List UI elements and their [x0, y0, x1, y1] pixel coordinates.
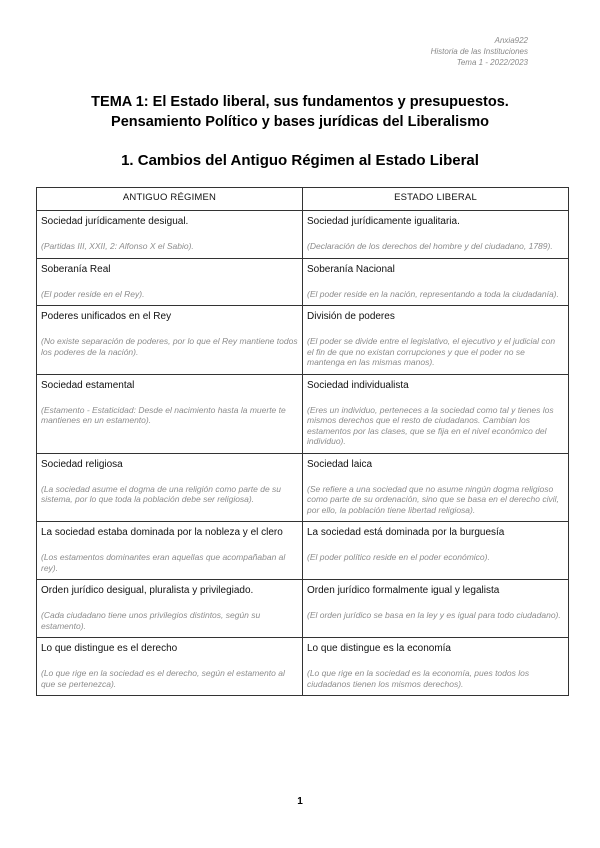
- table-header-row: [37, 188, 569, 211]
- header-course: Historia de las Instituciones: [430, 47, 528, 56]
- table-row: [37, 522, 569, 580]
- cell-estado-liberal: [303, 522, 569, 580]
- cell-note: (El poder reside en la nación, representando a toda la ciudadanía).: [307, 288, 559, 299]
- cell-estado-liberal: [303, 453, 569, 522]
- table-row: [37, 211, 569, 259]
- cell-main-text: Sociedad estamental: [41, 379, 135, 391]
- cell-main-text: Poderes unificados en el Rey: [41, 311, 172, 322]
- table-row: [37, 638, 569, 696]
- cell-main-text: Soberanía Real: [41, 263, 111, 275]
- cell-main-text: Lo que distingue es el derecho: [41, 643, 178, 654]
- cell-estado-liberal: [303, 638, 569, 696]
- column-header-estado-liberal: ESTADO LIBERAL: [303, 188, 569, 211]
- cell-note: (Se refiere a una sociedad que no asume ningún dogma religioso como parte de su ordenación, sino que se basa en el derecho civil, por ello, la población tiene libertad religiosa).: [307, 483, 559, 515]
- header-term: Tema 1 - 2022/2023: [456, 58, 528, 67]
- cell-antiguo-regimen: [37, 306, 303, 375]
- cell-note: (Estamento - Estaticidad: Desde el nacimiento hasta la muerte te mantienes en un estamento).: [41, 404, 286, 425]
- cell-main-text: Sociedad religiosa: [41, 458, 123, 470]
- cell-estado-liberal: [303, 374, 569, 453]
- cell-note: (Los estamentos dominantes eran aquellas que acompañaban al rey).: [41, 552, 286, 573]
- cell-main-text: Orden jurídico formalmente igual y legalista: [307, 585, 500, 596]
- cell-estado-liberal: [303, 258, 569, 306]
- document-title: [0, 92, 600, 132]
- cell-note: (La sociedad asume el dogma de una religión como parte de su sistema, por lo que toda la población debe ser religiosa).: [41, 483, 282, 504]
- cell-main-text: Soberanía Nacional: [307, 263, 395, 275]
- cell-note: (Lo que rige en la sociedad es la economía, pues todos los ciudadanos tienen los mismos derechos).: [307, 668, 530, 689]
- cell-note: (Eres un individuo, perteneces a la sociedad como tal y tienes los mismos derechos que el resto de ciudadanos. Cambian los estamentos por las clases, que se fija en el nivel económico del individuo).: [307, 404, 554, 446]
- cell-antiguo-regimen: [37, 453, 303, 522]
- cell-main-text: La sociedad está dominada por la burguesía: [307, 527, 505, 538]
- page-header: [431, 35, 528, 68]
- table-row: [37, 258, 569, 306]
- cell-note: (Declaración de los derechos del hombre y del ciudadano, 1789).: [307, 241, 553, 251]
- cell-estado-liberal: [303, 580, 569, 638]
- table-row: [37, 374, 569, 453]
- cell-note: (El poder político reside en el poder económico).: [307, 552, 490, 562]
- cell-note: (El orden jurídico se basa en la ley y es igual para todo ciudadano).: [307, 610, 561, 620]
- comparison-table: [36, 187, 569, 696]
- cell-main-text: La sociedad estaba dominada por la nobleza y el clero: [41, 527, 283, 538]
- cell-antiguo-regimen: [37, 258, 303, 306]
- cell-note: (El poder reside en el Rey).: [41, 288, 145, 299]
- cell-note: (Lo que rige en la sociedad es el derecho, según el estamento al que se pertenezca).: [41, 668, 285, 689]
- cell-note: (El poder se divide entre el legislativo, el ejecutivo y el judicial con el fin de que no existan corrupciones y que el poder no se mantenga en las mismas manos).: [307, 336, 556, 367]
- table-row: [37, 453, 569, 522]
- cell-note: (Partidas III, XXII, 2: Alfonso X el Sabio).: [41, 241, 194, 251]
- cell-main-text: Sociedad laica: [307, 458, 373, 470]
- column-header-antiguo-regimen: ANTIGUO RÉGIMEN: [37, 188, 303, 211]
- table-row: [37, 580, 569, 638]
- cell-main-text: Sociedad jurídicamente desigual.: [41, 216, 189, 227]
- cell-main-text: División de poderes: [307, 311, 395, 322]
- cell-estado-liberal: [303, 211, 569, 259]
- title-line-2: Pensamiento Político y bases jurídicas del Liberalismo: [111, 114, 489, 130]
- cell-antiguo-regimen: [37, 374, 303, 453]
- cell-note: (No existe separación de poderes, por lo que el Rey mantiene todos los poderes de la nación).: [41, 336, 298, 357]
- cell-main-text: Sociedad individualista: [307, 379, 409, 391]
- header-code: Anxia922: [494, 36, 528, 45]
- cell-main-text: Sociedad jurídicamente igualitaria.: [307, 216, 460, 227]
- cell-antiguo-regimen: [37, 580, 303, 638]
- page-number: 1: [297, 796, 303, 807]
- table-row: [37, 306, 569, 375]
- cell-main-text: Lo que distingue es la economía: [307, 643, 451, 654]
- title-line-1: TEMA 1: El Estado liberal, sus fundamentos y presupuestos.: [91, 94, 509, 110]
- cell-note: (Cada ciudadano tiene unos privilegios distintos, según su estamento).: [41, 610, 261, 631]
- cell-antiguo-regimen: [37, 211, 303, 259]
- cell-antiguo-regimen: [37, 522, 303, 580]
- cell-estado-liberal: [303, 306, 569, 375]
- cell-main-text: Orden jurídico desigual, pluralista y privilegiado.: [41, 585, 254, 596]
- section-title: 1. Cambios del Antiguo Régimen al Estado Liberal: [121, 152, 479, 169]
- cell-antiguo-regimen: [37, 638, 303, 696]
